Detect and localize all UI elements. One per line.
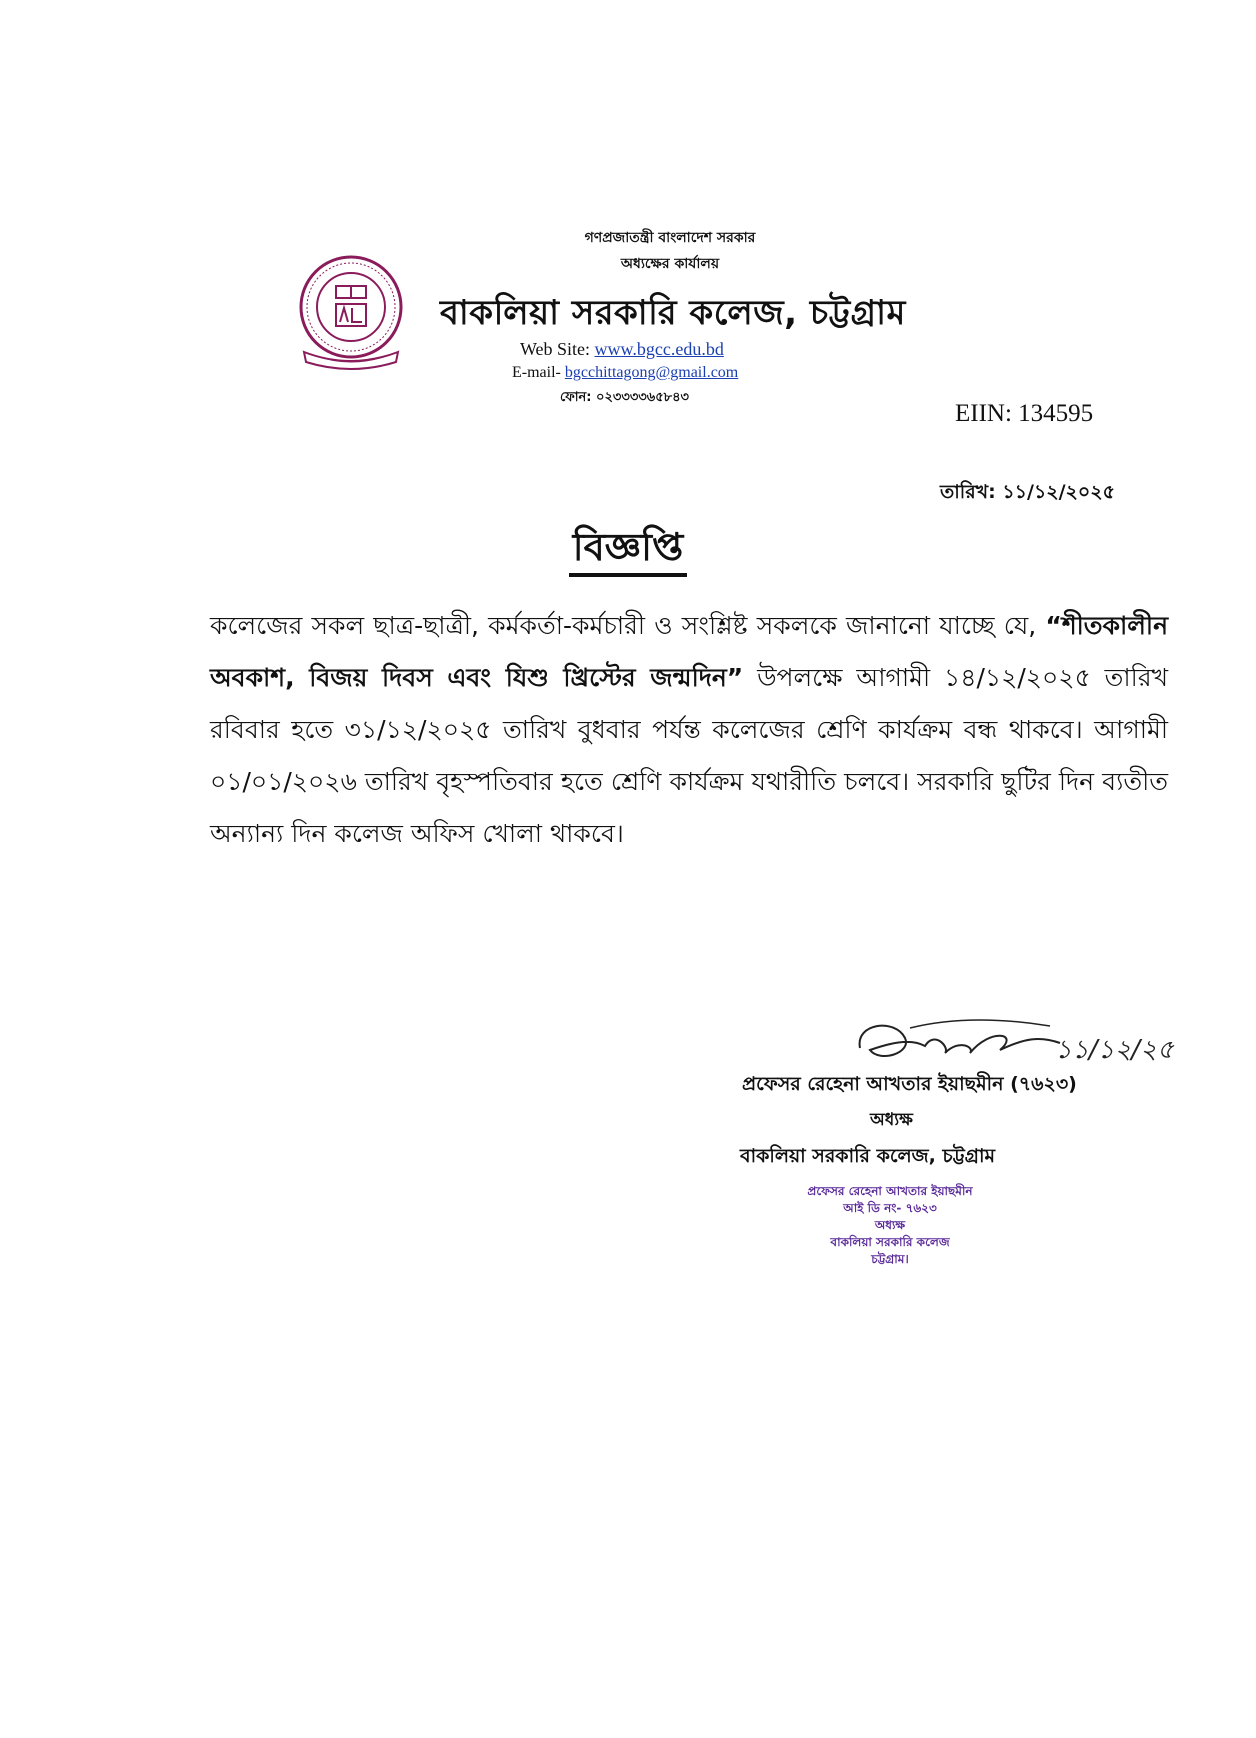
stamp-line-id: আই ডি নং- ৭৬২৩	[843, 1201, 937, 1215]
body-intro: কলেজের সকল ছাত্র-ছাত্রী, কর্মকর্তা-কর্মচারী ও সংশ্লিষ্ট সকলকে জানানো যাচ্ছে যে,	[210, 611, 1037, 640]
stamp-line-name: প্রফেসর রেহেনা আখতার ইয়াছমীন	[807, 1184, 973, 1198]
signatory-role: অধ্যক্ষ	[870, 1110, 913, 1130]
email-link[interactable]: bgcchittagong@gmail.com	[564, 364, 739, 381]
stamp-line-city: চট্টগ্রাম।	[871, 1252, 909, 1266]
college-seal-logo	[292, 252, 410, 370]
official-stamp	[760, 1183, 1020, 1268]
email-line	[512, 364, 872, 382]
notice-title	[0, 518, 1256, 582]
notice-date: তারিখ: ১১/১২/২০২৫	[940, 481, 1115, 503]
stamp-line-role: অধ্যক্ষ	[874, 1218, 906, 1232]
notice-body	[210, 600, 1168, 860]
office-line: অধ্যক্ষের কার্যালয়	[620, 256, 720, 272]
eiin-number: EIIN: 134595	[955, 400, 1094, 427]
phone-line: ফোন: ০২৩৩৩৩৬৫৮৪৩	[560, 390, 689, 405]
government-line: গণপ্রজাতন্ত্রী বাংলাদেশ সরকার	[584, 230, 756, 246]
notice-title-text: বিজ্ঞপ্তি	[569, 525, 688, 577]
signatory-name: প্রফেসর রেহেনা আখতার ইয়াছমীন (৭৬২৩)	[742, 1073, 1077, 1095]
stamp-line-college: বাকলিয়া সরকারি কলেজ	[830, 1235, 950, 1249]
holiday-occasion: “শীতকালীন অবকাশ, বিজয় দিবস এবং যিশু খ্রিস্টের জন্মদিন”	[210, 611, 1168, 692]
body-details: উপলক্ষে আগামী ১৪/১২/২০২৫ তারিখ রবিবার হতে ৩১/১২/২০২৫ তারিখ বুধবার পর্যন্ত কলেজের শ্রেণি কার্যক্রম বন্ধ থাকবে। আগামী ০১/০১/২০২৬ তারিখ বৃহস্পতিবার হতে শ্রেণি কার্যক্রম যথারীতি চলবে। সরকারি ছুটির দিন ব্যতীত অন্যান্য দিন কলেজ অফিস খোলা থাকবে।	[210, 663, 1168, 848]
website-label: Web Site:	[520, 339, 591, 359]
website-link[interactable]: www.bgcc.edu.bd	[594, 339, 724, 359]
signatory-college: বাকলিয়া সরকারি কলেজ, চট্টগ্রাম	[740, 1145, 996, 1167]
handwritten-date: ১১/১২/২৫	[1055, 1035, 1174, 1065]
email-label: E-mail-	[512, 364, 561, 381]
college-name-heading: বাকলিয়া সরকারি কলেজ, চট্টগ্রাম	[440, 293, 906, 333]
website-line	[520, 339, 860, 360]
